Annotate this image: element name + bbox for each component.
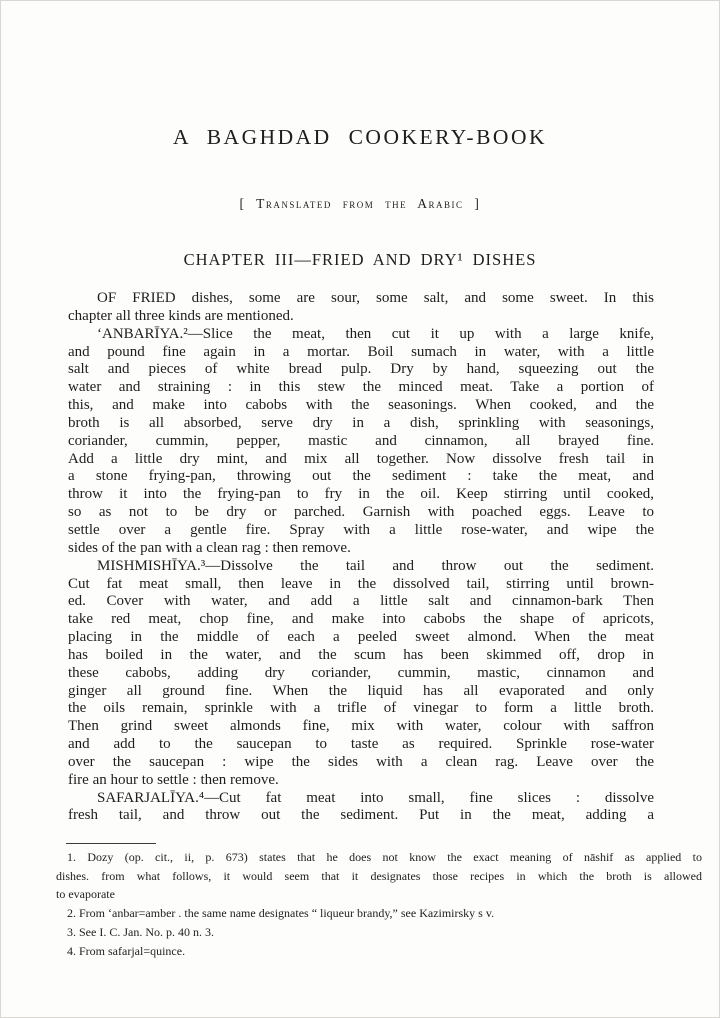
text-line: Add a little dry mint, and mix all together. Now dissolve fresh tail in [68,450,654,467]
text-line: fire an hour to settle : then remove. [68,771,279,788]
footnote-line: to evaporate [56,887,115,902]
paragraph-anbariya [68,326,654,558]
footnote-divider [66,843,156,844]
text-line: salt and pieces of white bread pulp. Dry by hand, squeezing out the [68,361,654,378]
paragraph-safarjaliya [68,790,654,826]
text-line: settle over a gentle fire. Spray with a little rose-water, and wipe the [68,521,654,538]
paragraph-intro [68,290,654,326]
text-line: fresh tail, and throw out the sediment. Put in the meat, adding a [68,807,654,824]
text-line: coriander, cummin, pepper, mastic and cinnamon, all brayed fine. [68,432,654,449]
text-line: chapter all three kinds are mentioned. [68,307,294,324]
text-line: Cut fat meat small, then leave in the dissolved tail, stirring until brown- [68,575,654,592]
text-line: this, and make into cabobs with the seasonings. When cooked, and the [68,397,654,414]
footnote-4: 4. From safarjal=quince. [67,943,186,958]
text-line: SAFARJALĪYA.⁴—Cut fat meat into small, fine slices : dissolve [97,789,654,806]
text-line: ed. Cover with water, and add a little salt and cinnamon-bark Then [68,593,654,610]
translation-note: [ Translated from the Arabic ] [239,196,481,211]
text-line: Then grind sweet almonds fine, mix with water, colour with saffron [68,718,654,735]
chapter-heading: CHAPTER III—FRIED AND DRY¹ DISHES [183,250,537,269]
text-line: and pound fine again in a mortar. Boil sumach in water, with a little [68,343,654,360]
text-line: so as not to be dry or parched. Garnish with poached eggs. Leave to [68,504,654,521]
text-line: these cabobs, adding dry coriander, cummin, mastic, cinnamon and [68,664,654,681]
text-line: over the saucepan : wipe the sides with a clean rag. Leave over the [68,753,654,770]
text-line: has boiled in the water, and the scum has been skimmed off, drop in [68,646,654,663]
text-line: placing in the middle of each a peeled sweet almond. When the meat [68,629,654,646]
text-line: and add to the saucepan to taste as required. Sprinkle rose-water [68,736,654,753]
text-line: a stone frying-pan, throwing out the sediment : take the meat, and [68,468,654,485]
text-line: ‘ANBARĪYA.²—Slice the meat, then cut it up with a large knife, [97,325,654,342]
text-line: sides of the pan with a clean rag : then remove. [68,539,351,556]
footnotes [56,848,702,960]
text-line: throw it into the frying-pan to fry in the oil. Keep stirring until cooked, [68,486,654,503]
footnote-2: 2. From ‘anbar=amber . the same name designates “ liqueur brandy,” see Kazimirsky s v. [67,906,495,921]
text-line: MISHMISHĪYA.³—Dissolve the tail and throw out the sediment. [97,557,654,574]
body-text [68,290,654,825]
text-line: broth is all absorbed, serve dry in a dish, sprinkling with seasonings, [68,414,654,431]
text-line: the oils remain, sprinkle with a trifle of vinegar to form a little broth. [68,700,654,717]
book-title: A BAGHDAD COOKERY-BOOK [172,125,548,149]
text-line: take red meat, chop fine, and make into cabobs the shape of apricots, [68,611,654,628]
footnote-line: dishes. from what follows, it would seem that it designates those recipes in which the broth is allowed [56,868,702,883]
footnote-line: 1. Dozy (op. cit., ii, p. 673) states that he does not know the exact meaning of nāshif as applied to [67,850,702,864]
text-line: ginger all ground fine. When the liquid has all evaporated and only [68,682,654,699]
text-line: water and straining : in this stew the minced meat. Take a portion of [68,379,654,396]
footnote-1 [56,848,702,904]
paragraph-mishmishiya [68,558,654,790]
footnote-3: 3. See I. C. Jan. No. p. 40 n. 3. [67,924,214,939]
text-line: OF FRIED dishes, some are sour, some salt, and some sweet. In this [97,290,654,306]
